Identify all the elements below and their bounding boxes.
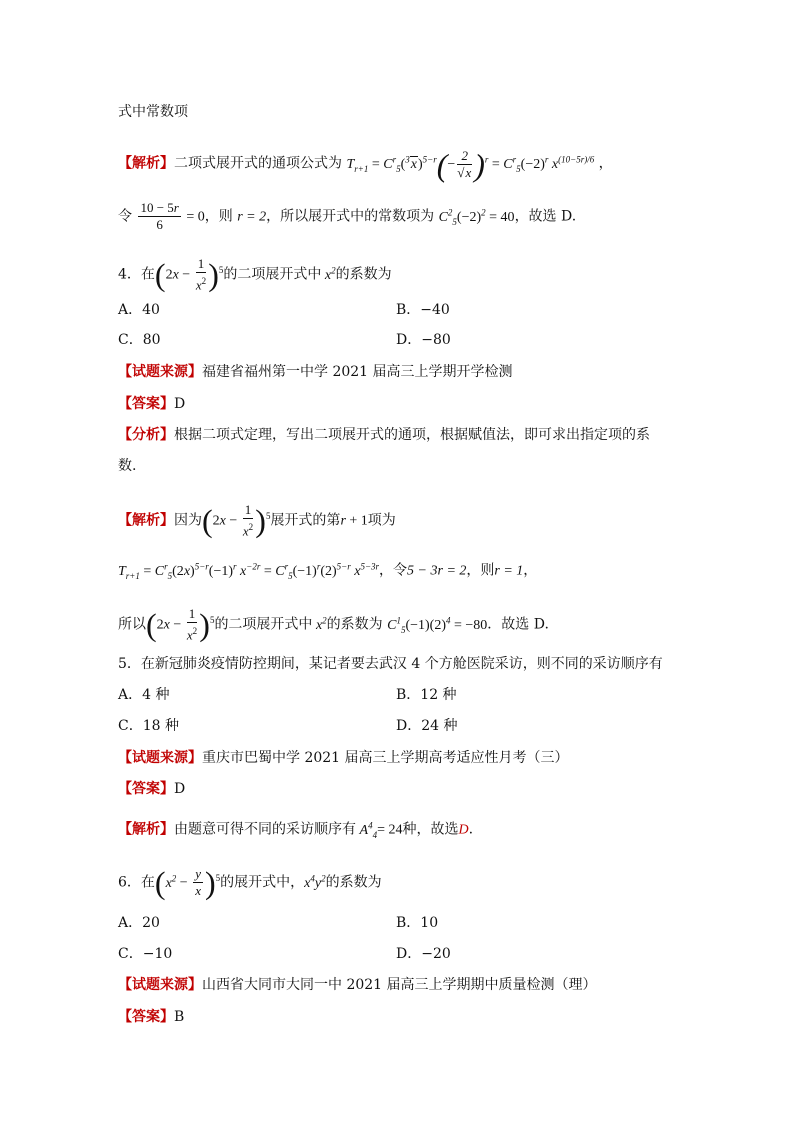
- text-xiang: 项为: [367, 512, 396, 529]
- text-ze: ，则: [204, 208, 233, 225]
- q5-option-d: D．24 种: [396, 718, 458, 734]
- source-text: 福建省福州第一中学 2021 届高三上学期开学检测: [202, 364, 513, 380]
- text-di: 展开式的第: [270, 512, 341, 529]
- text-yinwei: 因为: [174, 512, 202, 529]
- q6-option-d: D．−20: [396, 946, 451, 962]
- q3-analysis-text: 二项式展开式的通项公式为: [174, 155, 342, 172]
- q4-analysis: 【解析】因为(2x − $\frac{1}{x^2}$ )$^5$展开式的第r + 1项为: [118, 502, 396, 539]
- r-value: r = 2: [237, 209, 267, 225]
- q4-stem-text: 的二项展开式中: [223, 266, 322, 283]
- answer-tag: 【答案】: [118, 396, 174, 412]
- q5-option-a: A．4 种: [118, 687, 170, 703]
- r-value: r = 1: [494, 563, 524, 579]
- period: .: [468, 821, 474, 838]
- q5-analysis: 【解析】由题意可得不同的采访顺序有 $A^4_4= 24$种，故选D.: [118, 820, 474, 840]
- q6-stem: 6．在($x^2$ − $\frac{y}{x}$ )$^5$的展开式中，$x^4y^2$的系数为: [118, 864, 382, 901]
- text-ling: 令: [118, 208, 132, 225]
- text-const: ，所以展开式中的常数项为: [266, 208, 435, 225]
- analysis-tag: 【解析】: [118, 512, 174, 529]
- q4-option-a: A．40: [118, 302, 160, 318]
- answer-text: B: [174, 1009, 185, 1025]
- q4-option-b: B．−40: [396, 302, 450, 318]
- q5-source: [118, 748, 569, 768]
- q3-formula: $T_{r+1} = C^r_5(^3x)^{5-r}(-$ $\frac{2}{√x}$ )$^r = C^r_5(-2)^r$ $x^{(10-5r)/6}$: [346, 146, 595, 183]
- text-coef: 的系数为: [326, 616, 383, 633]
- q6-source: [118, 975, 597, 995]
- q4-final: 所以(2x − $\frac{1}{x^2}$ )$^5$的二项展开式中 $x^2$的系数为 $C^1_5(-1)(2)^4 = -80$．故选 D.: [118, 606, 549, 643]
- q6-option-c: C．−10: [118, 946, 173, 962]
- source-tag: 【试题来源】: [118, 750, 202, 766]
- q6-stem-text: 的展开式中，: [220, 874, 305, 891]
- q4-stem-end: 的系数为: [335, 266, 392, 283]
- q4-option-c: C．80: [118, 332, 161, 348]
- answer-tag: 【答案】: [118, 781, 174, 797]
- q4-fenxi-line2: 数.: [118, 458, 137, 474]
- choice: D: [458, 822, 469, 838]
- answer-text: D: [174, 781, 186, 797]
- q4-term-line: $T_{r+1} = C^r_5(2x)^{5-r}(-1)^r$ $x^{-2r} = C^r_5(-1)^r(2)^{5-r}$ $x^{5-3r}$，令5 − 3r = 2，则r = 1，: [118, 561, 538, 581]
- analysis-tag: 【解析】: [118, 155, 174, 172]
- q4-option-d: D．−80: [396, 332, 451, 348]
- q3-analysis: 【解析】二项式展开式的通项公式为 $T_{r+1} = C^r_5(^3x)^{5-r}(-$ $\frac{2}{√x}$ )$^r = C^r_5(-2)^r$ $x^{(10-5r)/6}$ ，: [118, 146, 613, 183]
- fraction: $\frac{10 - 5r}{6}$: [140, 200, 179, 232]
- text-unit: 种，故选: [402, 821, 459, 838]
- equation: 5 − 3r = 2: [407, 563, 467, 579]
- answer-text: D: [174, 396, 186, 412]
- q6-option-b: B．10: [396, 915, 439, 931]
- q3-analysis-line2: 令 $\frac{10 - 5r}{6}$ = 0，则 r = 2，所以展开式中的常数项为 $C^2_5(-2)^2 = 40$，故选 D.: [118, 200, 577, 232]
- q4-fenxi: [118, 425, 650, 445]
- text-choose: ．故选 D.: [487, 616, 549, 633]
- q4-answer: [118, 394, 185, 414]
- source-tag: 【试题来源】: [118, 364, 202, 380]
- comma: ，: [523, 562, 538, 579]
- q5-option-c: C．18 种: [118, 718, 179, 734]
- source-tag: 【试题来源】: [118, 977, 202, 993]
- fenxi-tag: 【分析】: [118, 427, 174, 443]
- text-mid: 的二项展开式中: [214, 616, 313, 633]
- text-ze: ，则: [466, 562, 495, 579]
- q6-answer: [118, 1007, 184, 1027]
- text-choose: ，故选 D.: [514, 208, 577, 225]
- q6-number: 6．在: [118, 874, 155, 891]
- answer-tag: 【答案】: [118, 1009, 174, 1025]
- text-suoyi: 所以: [118, 616, 146, 633]
- analysis-tag: 【解析】: [118, 821, 174, 838]
- q5-stem: 5．在新冠肺炎疫情防控期间，某记者要去武汉 4 个方舱医院采访，则不同的采访顺序有: [118, 656, 663, 672]
- q5-analysis-text: 由题意可得不同的采访顺序有: [174, 821, 356, 838]
- source-text: 山西省大同市大同一中 2021 届高三上学期期中质量检测（理）: [202, 977, 597, 993]
- q6-option-a: A．20: [118, 915, 160, 931]
- q3-tail: 式中常数项: [118, 104, 188, 120]
- q5-answer: [118, 779, 185, 799]
- fenxi-text: 根据二项式定理，写出二项展开式的通项，根据赋值法，即可求出指定项的系: [174, 427, 650, 443]
- q6-stem-end: 的系数为: [325, 874, 382, 891]
- q4-stem: 4．在(2x − $\frac{1}{x^2}$ )$^5$的二项展开式中 $x^2$的系数为: [118, 256, 392, 293]
- source-text: 重庆市巴蜀中学 2021 届高三上学期高考适应性月考（三）: [202, 750, 569, 766]
- const-term-formula: $C^2_5(-2)^2 = 40$: [438, 206, 515, 227]
- perm-value: = 24: [377, 822, 403, 838]
- q5-option-b: B．12 种: [396, 687, 457, 703]
- text-ling: ，令: [379, 562, 408, 579]
- q4-number: 4．在: [118, 266, 155, 283]
- q4-source: [118, 362, 513, 382]
